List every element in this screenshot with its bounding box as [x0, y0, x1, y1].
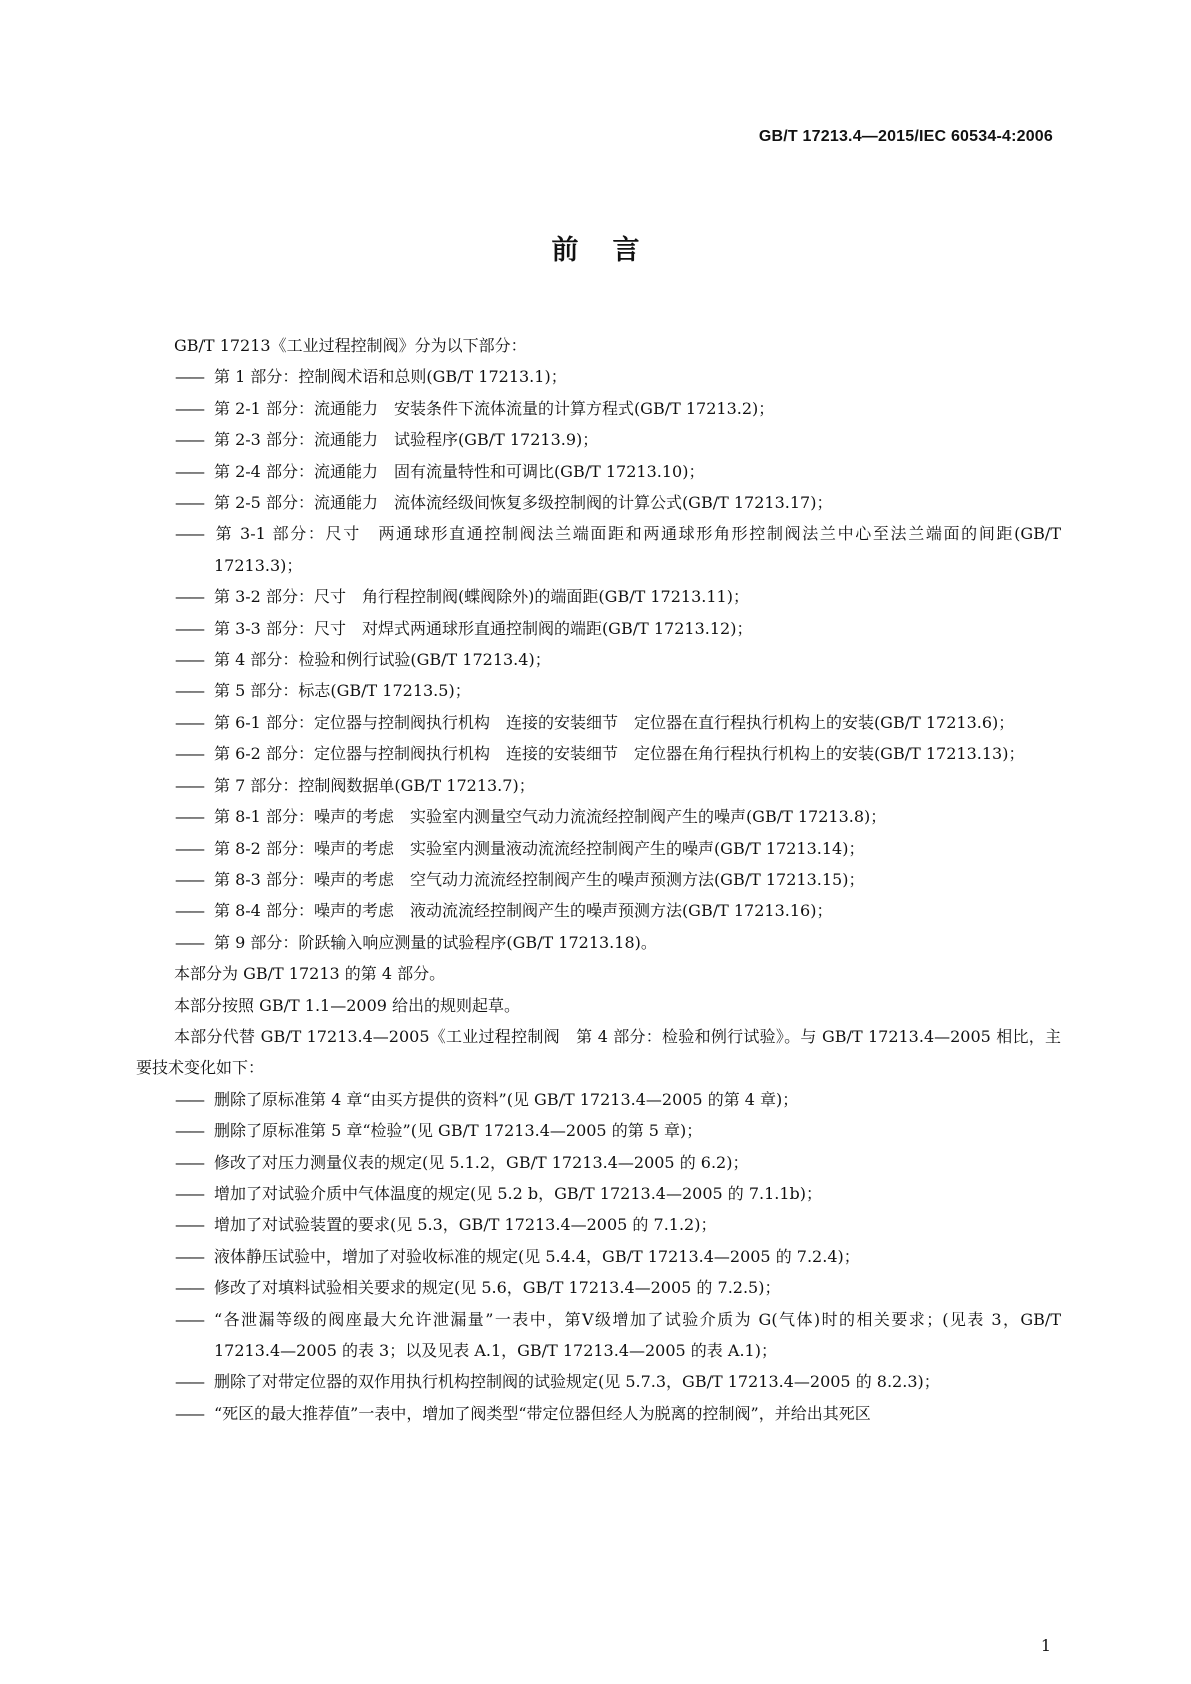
list-item: —— 第 6-1 部分：定位器与控制阀执行机构 连接的安装细节 定位器在直行程执行机构上的安装(GB/T 17213.6)；	[136, 707, 1061, 738]
list-item: —— 第 2-3 部分：流通能力 试验程序(GB/T 17213.9)；	[136, 424, 1061, 455]
changes-list	[136, 1084, 1061, 1429]
parts-list	[136, 361, 1061, 958]
list-item: —— 第 6-2 部分：定位器与控制阀执行机构 连接的安装细节 定位器在角行程执行机构上的安装(GB/T 17213.13)；	[136, 738, 1061, 769]
list-item: —— 增加了对试验介质中气体温度的规定(见 5.2 b，GB/T 17213.4—2005 的 7.1.1b)；	[136, 1178, 1061, 1209]
list-item: —— 修改了对压力测量仪表的规定(见 5.1.2，GB/T 17213.4—2005 的 6.2)；	[136, 1147, 1061, 1178]
list-item: —— 第 2-1 部分：流通能力 安装条件下流体流量的计算方程式(GB/T 17213.2)；	[136, 393, 1061, 424]
list-item: —— 第 2-5 部分：流通能力 流体流经级间恢复多级控制阀的计算公式(GB/T 17213.17)；	[136, 487, 1061, 518]
list-item: —— 第 1 部分：控制阀术语和总则(GB/T 17213.1)；	[136, 361, 1061, 392]
replacement-paragraph: 本部分代替 GB/T 17213.4—2005《工业过程控制阀 第 4 部分：检验和例行试验》。与 GB/T 17213.4—2005 相比，主要技术变化如下：	[136, 1026, 1061, 1078]
list-item: —— 第 8-2 部分：噪声的考虑 实验室内测量液动流流经控制阀产生的噪声(GB/T 17213.14)；	[136, 833, 1061, 864]
part-statement-paragraph: 本部分为 GB/T 17213 的第 4 部分。	[174, 964, 446, 984]
intro-paragraph: GB/T 17213《工业过程控制阀》分为以下部分：	[174, 336, 527, 355]
list-item: —— 第 7 部分：控制阀数据单(GB/T 17213.7)；	[136, 770, 1061, 801]
list-item: —— 第 8-4 部分：噪声的考虑 液动流流经控制阀产生的噪声预测方法(GB/T 17213.16)；	[136, 895, 1061, 926]
list-item: —— 增加了对试验装置的要求(见 5.3，GB/T 17213.4—2005 的 7.1.2)；	[136, 1209, 1061, 1240]
list-item: —— 液体静压试验中，增加了对验收标准的规定(见 5.4.4，GB/T 17213.4—2005 的 7.2.4)；	[136, 1241, 1061, 1272]
standard-code-header: GB/T 17213.4—2015/IEC 60534-4:2006	[758, 128, 1053, 145]
list-item: —— 删除了对带定位器的双作用执行机构控制阀的试验规定(见 5.7.3，GB/T 17213.4—2005 的 8.2.3)；	[136, 1366, 1061, 1397]
list-item: —— 第 8-1 部分：噪声的考虑 实验室内测量空气动力流流经控制阀产生的噪声(GB/T 17213.8)；	[136, 801, 1061, 832]
foreword-body	[136, 330, 1061, 1429]
page-number: 1	[1040, 1636, 1051, 1655]
list-item: —— 第 9 部分：阶跃输入响应测量的试验程序(GB/T 17213.18)。	[136, 927, 1061, 958]
list-item: —— 修改了对填料试验相关要求的规定(见 5.6，GB/T 17213.4—2005 的 7.2.5)；	[136, 1272, 1061, 1303]
page-title: 前言	[551, 235, 674, 266]
list-item: —— 第 3-1 部分：尺寸 两通球形直通控制阀法兰端面距和两通球形角形控制阀法兰中心至法兰端面的间距(GB/T 17213.3)；	[136, 518, 1061, 581]
list-item: —— “死区的最大推荐值”一表中，增加了阀类型“带定位器但经人为脱离的控制阀”，并给出其死区	[136, 1398, 1061, 1429]
list-item: —— “各泄漏等级的阀座最大允许泄漏量”一表中，第Ⅴ级增加了试验介质为 G(气体)时的相关要求；(见表 3，GB/T 17213.4—2005 的表 3；以及见表 A.1，GB/T 17213.4—2005 的表 A.1)；	[136, 1304, 1061, 1367]
list-item: —— 第 2-4 部分：流通能力 固有流量特性和可调比(GB/T 17213.10)；	[136, 456, 1061, 487]
list-item: —— 第 4 部分：检验和例行试验(GB/T 17213.4)；	[136, 644, 1061, 675]
list-item: —— 第 5 部分：标志(GB/T 17213.5)；	[136, 675, 1061, 706]
drafting-rule-paragraph: 本部分按照 GB/T 1.1—2009 给出的规则起草。	[174, 995, 521, 1015]
list-item: —— 第 3-2 部分：尺寸 角行程控制阀(蝶阀除外)的端面距(GB/T 17213.11)；	[136, 581, 1061, 612]
list-item: —— 第 8-3 部分：噪声的考虑 空气动力流流经控制阀产生的噪声预测方法(GB/T 17213.15)；	[136, 864, 1061, 895]
list-item: —— 删除了原标准第 5 章“检验”(见 GB/T 17213.4—2005 的第 5 章)；	[136, 1115, 1061, 1146]
list-item: —— 第 3-3 部分：尺寸 对焊式两通球形直通控制阀的端距(GB/T 17213.12)；	[136, 613, 1061, 644]
list-item: —— 删除了原标准第 4 章“由买方提供的资料”(见 GB/T 17213.4—2005 的第 4 章)；	[136, 1084, 1061, 1115]
